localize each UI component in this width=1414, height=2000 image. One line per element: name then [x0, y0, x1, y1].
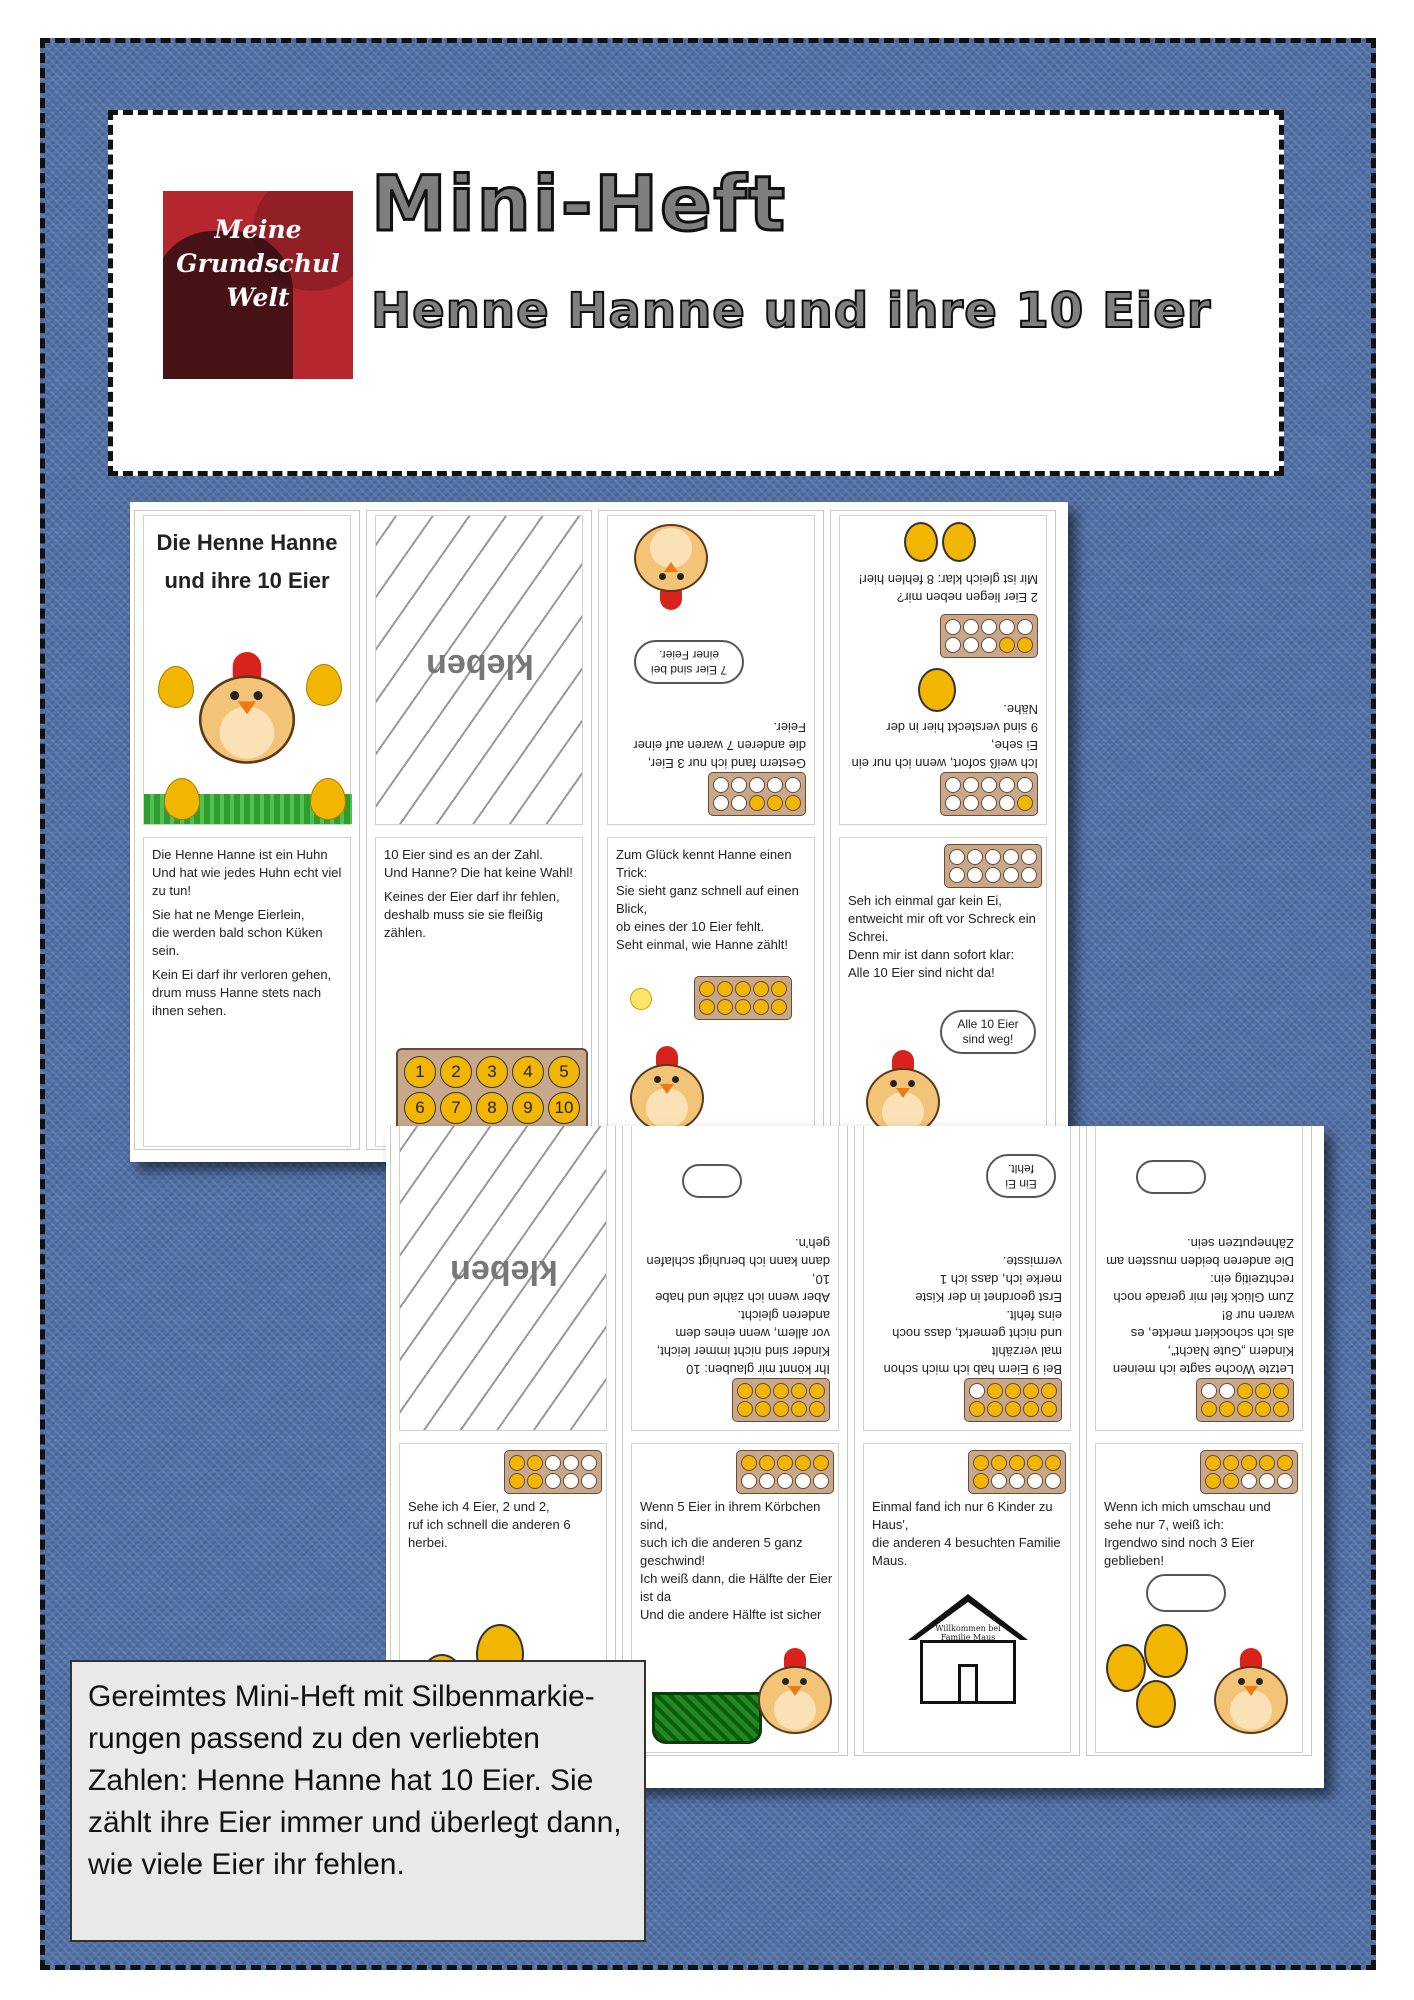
booklet-column-2	[366, 510, 592, 1150]
egg-character-icon	[1106, 1644, 1146, 1692]
page-subtitle: Henne Hanne und ihre 10 Eier	[371, 283, 1212, 339]
thought-bubble: Alle 10 Eier sind weg!	[940, 1010, 1036, 1054]
hen-icon	[1208, 1640, 1294, 1736]
egg-icon	[164, 778, 200, 820]
page-4-flipped: Ich weiß sofort, wenn ich nur ein Ei sehe, 9 sind versteckt hier in der Nähe. 2 Eier liegen neben mir? Mir ist gleich klar: 8 fehlen hier!	[839, 515, 1047, 825]
thought-bubble	[1146, 1574, 1226, 1612]
thought-bubble: Ein Ei fehlt.	[986, 1154, 1056, 1198]
egg-tray-8-of-10	[1196, 1378, 1294, 1422]
egg-icon	[310, 778, 346, 820]
hen-icon	[860, 1042, 946, 1138]
egg-tray-full	[694, 976, 792, 1020]
logo-text: Meine Grundschul Welt	[176, 215, 340, 312]
page-3-text: Zum Glück kennt Hanne einen Trick: Sie sieht ganz schnell auf einen Blick, ob eines der 10 Eier fehlt. Seht einmal, wie Hanne zählt!	[607, 837, 815, 1147]
egg-tray-full	[732, 1378, 830, 1422]
page-3-flipped: Gestern fand ich nur 3 Eier, die anderen 7 waren auf einer Feier. 7 Eier sind bei einer Feier.	[607, 515, 815, 825]
egg-tray-1-of-10	[940, 772, 1038, 816]
glue-label: kleben	[450, 1253, 558, 1291]
booklet-column-8	[1086, 1126, 1312, 1756]
brand-logo	[163, 191, 353, 379]
booklet-column-4	[830, 510, 1056, 1150]
lightbulb-icon	[630, 988, 652, 1010]
glue-label: kleben	[426, 647, 534, 685]
basket-icon	[652, 1692, 762, 1744]
page-8-text: Wenn ich mich umschau und sehe nur 7, weiß ich: Irgendwo sind noch 3 Eier geblieben!	[1095, 1443, 1303, 1753]
page-6-flipped: Ihr könnt mir glauben: 10 Kinder sind nicht immer leicht, vor allem, wenn eines dem anderen gleicht. Aber wenn ich zähle und habe 10, dann kann ich beruhigt schlafen geh'n.	[631, 1126, 839, 1431]
egg-character-icon	[1144, 1624, 1188, 1678]
page-1-text: Die Henne Hanne ist ein Huhn Und hat wie jedes Huhn echt viel zu tun! Sie hat ne Menge Eierlein, die werden bald schon Küken sein. Kein Ei darf ihr verloren gehen, drum muss Hanne stets nach ihnen sehen.	[143, 837, 351, 1147]
house-icon	[908, 1594, 1028, 1704]
cover-title: Die Henne Hanne und ihre 10 Eier	[156, 530, 338, 593]
page-2-text: 10 Eier sind es an der Zahl. Und Hanne? Die hat keine Wahl! Keines der Eier darf ihr fehlen, deshalb muss sie sie fleißig zählen. 1 2 3 4 5 6 7 8 9 10	[375, 837, 583, 1147]
glue-area	[375, 515, 583, 825]
booklet-column-3	[598, 510, 824, 1150]
egg-icon	[306, 664, 342, 706]
preview-sheet-1	[130, 502, 1068, 1162]
egg-tray-6-of-10	[968, 1450, 1066, 1494]
title-banner	[108, 110, 1284, 476]
egg-tray-3-of-10	[708, 772, 806, 816]
booklet-column-7	[854, 1126, 1080, 1756]
page-title: Mini-Heft	[371, 159, 787, 248]
egg-character-icon	[918, 668, 956, 712]
house-sign: Willkommen bei Familie Maus	[935, 1624, 1001, 1642]
thought-bubble	[1136, 1160, 1206, 1194]
egg-tray-5-of-10	[736, 1450, 834, 1494]
egg-character-icon	[1136, 1680, 1176, 1728]
booklet-column-1	[134, 510, 360, 1150]
egg-tray-4-of-10	[504, 1450, 602, 1494]
cover-page	[143, 515, 351, 825]
page-7-text: Einmal fand ich nur 6 Kinder zu Haus', die anderen 4 besuchten Familie Maus. Willkommen bei Familie Maus	[863, 1443, 1071, 1753]
hen-icon	[191, 642, 303, 767]
page-4-text: Seh ich einmal gar kein Ei, entweicht mir oft vor Schreck ein Schrei. Denn mir ist dann sofort klar: Alle 10 Eier sind nicht da! Alle 10 Eier sind weg!	[839, 837, 1047, 1147]
booklet-column-6	[622, 1126, 848, 1756]
hen-icon	[624, 1038, 710, 1134]
numbered-egg-tray: 1 2 3 4 5 6 7 8 9 10	[396, 1048, 588, 1132]
page-7-flipped: Bei 9 Eiern hab ich mich schon mal verzählt und nicht gemerkt, dass noch eins fehlt. Erst geordnet in der Kiste merke ich, dass ich 1 vermisste. Ein Ei fehlt.	[863, 1126, 1071, 1431]
page-8-flipped: Letzte Woche sagte ich meinen Kindern „Gute Nacht“, als ich schockiert merkte, es waren nur 8! Zum Glück fiel mir gerade noch rechtzeitig ein: Die anderen beiden mussten am Zähneputzen sein.	[1095, 1126, 1303, 1431]
page-5-text: Sehe ich 4 Eier, 2 und 2, ruf ich schnell die anderen 6 herbei.	[399, 1443, 607, 1753]
glue-area	[399, 1126, 607, 1431]
egg-tray-empty	[944, 844, 1042, 888]
hen-icon	[628, 522, 714, 618]
description-box: Gereimtes Mini-Heft mit Silbenmarkie-rungen passend zu den verliebten Zahlen: Henne Hanne hat 10 Eier. Sie zählt ihre Eier immer und überlegt dann, wie viele Eier ihr fehlen.	[70, 1660, 646, 1942]
thought-bubble	[682, 1164, 742, 1198]
egg-tray-9-of-10	[964, 1378, 1062, 1422]
egg-icon	[158, 666, 194, 708]
page-6-text: Wenn 5 Eier in ihrem Körbchen sind, such ich die anderen 5 ganz geschwind! Ich weiß dann, die Hälfte der Eier ist da Und die andere Hälfte ist sicher	[631, 1443, 839, 1753]
egg-tray-7-of-10	[1200, 1450, 1298, 1494]
thought-bubble: 7 Eier sind bei einer Feier.	[634, 640, 744, 684]
egg-character-icon	[904, 522, 938, 562]
egg-character-icon	[942, 522, 976, 562]
egg-tray-2-of-10	[940, 614, 1038, 658]
hen-icon	[752, 1640, 838, 1736]
